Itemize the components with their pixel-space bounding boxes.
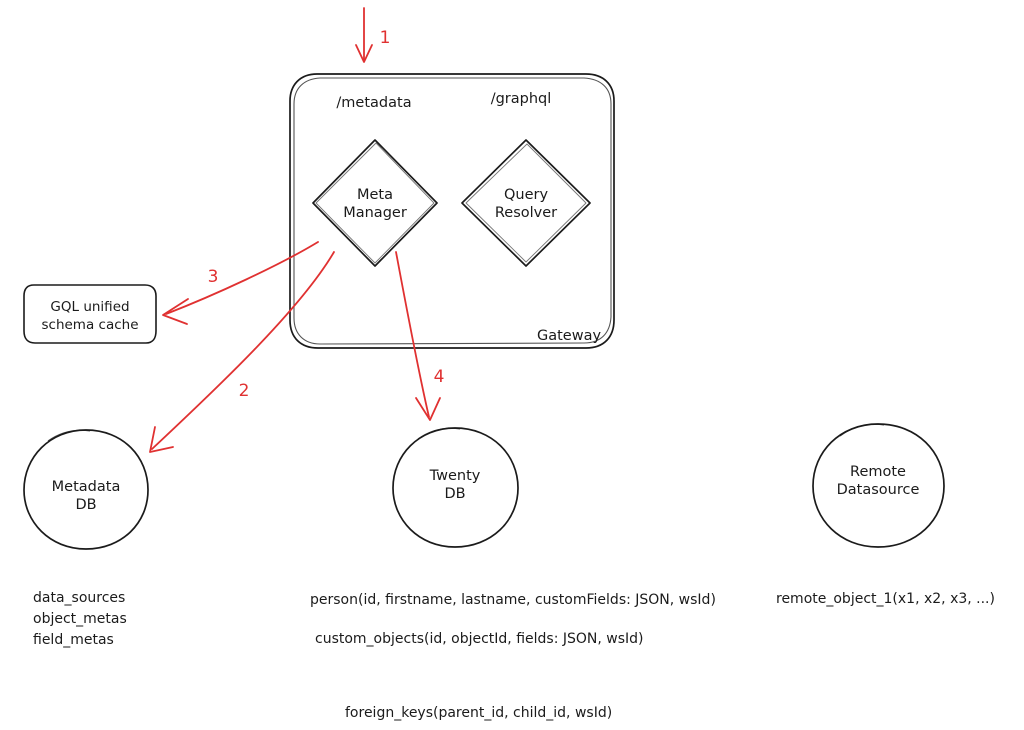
arrow-3-label: 3 [207, 267, 219, 287]
schema-cache-label-line1: GQL unified [50, 298, 130, 315]
arrow-1 [356, 8, 372, 62]
metadata-schema-line-2: object_metas [33, 611, 127, 627]
shared-schema-line: foreign_keys(parent_id, child_id, wsId) [345, 705, 613, 721]
metadata-db-label-line1: Metadata [51, 479, 121, 496]
metadata-schema-line-1: data_sources [33, 590, 126, 606]
metadata-db-label-line2: DB [75, 497, 97, 514]
arrow-3 [163, 242, 318, 324]
twenty-db-label-line2: DB [444, 486, 466, 503]
arrow-2-label: 2 [238, 381, 250, 401]
twenty-schema-line-1: person(id, firstname, lastname, customFields: JSON, wsId) [310, 592, 716, 608]
gateway-box [290, 74, 614, 348]
schema-cache-label-line2: schema cache [41, 316, 139, 333]
metadata-route-label[interactable]: /metadata [336, 95, 412, 112]
remote-datasource-label-line2: Datasource [836, 482, 920, 499]
remote-schema-line-1: remote_object_1(x1, x2, x3, ...) [776, 591, 995, 607]
gateway-title: Gateway [537, 328, 602, 344]
metadata-schema-line-3: field_metas [33, 632, 114, 648]
twenty-db-label-line1: Twenty [429, 468, 481, 485]
graphql-route-label[interactable]: /graphql [490, 91, 552, 108]
twenty-schema-line-2: custom_objects(id, objectId, fields: JSON, wsId) [315, 631, 644, 647]
meta-manager-label-line1: Meta [356, 187, 394, 204]
query-resolver-label-line2: Resolver [494, 205, 558, 222]
remote-datasource-label-line1: Remote [850, 464, 906, 481]
arrow-4-label: 4 [433, 367, 445, 387]
arrow-4 [396, 252, 440, 420]
query-resolver-label-line1: Query [503, 187, 549, 204]
meta-manager-label-line2: Manager [343, 205, 407, 222]
arrow-1-label: 1 [379, 28, 391, 48]
